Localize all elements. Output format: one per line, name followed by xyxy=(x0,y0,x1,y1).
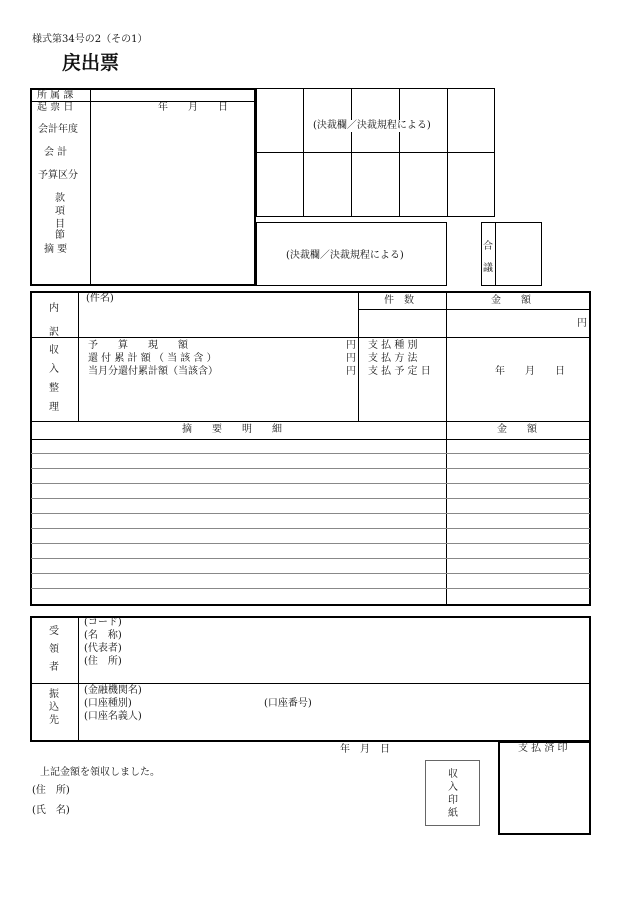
shiharai-zumiin-label: 支 払 済 印 xyxy=(518,743,568,754)
uchiwake-label: 内訳 xyxy=(49,303,59,338)
left-info-box xyxy=(30,88,256,286)
tougetsu-ruikei-label: 当月分還付累計額（当該含） xyxy=(88,366,218,377)
tekiyo-meisai-header: 摘 要 明 細 xyxy=(182,424,282,435)
shozoku-label: 所 属 課 xyxy=(37,90,74,101)
yosan-kubun-label: 予算区分 xyxy=(38,170,78,181)
shunyu-seiri-label: 収入整理 xyxy=(49,345,59,413)
shiharai-shubetsu-label: 支 払 種 別 xyxy=(368,340,418,351)
code-label: (コード) xyxy=(84,617,122,628)
yosan-gengaku-label: 予 算 現 額 xyxy=(88,340,188,351)
yen-2: 円 xyxy=(346,353,356,364)
moku-label: 目 xyxy=(55,219,65,230)
kingaku-header-2: 金 額 xyxy=(497,424,537,435)
kihyobi-label: 起 票 日 xyxy=(37,102,74,113)
reifu-ruikei-label: 還 付 累 計 額 （ 当 該 含 ） xyxy=(88,353,217,364)
kenmei-label: (件名) xyxy=(86,293,114,304)
shiharai-yoteibi-label: 支 払 予 定 日 xyxy=(368,366,431,377)
kan-label: 款 xyxy=(55,193,65,204)
jyuryosha-label: 受領者 xyxy=(49,626,59,673)
koza-meigi-label: (口座名義人) xyxy=(84,711,142,722)
kihyobi-date[interactable]: 年 月 日 xyxy=(158,102,228,113)
shiharai-houhou-label: 支 払 方 法 xyxy=(368,353,418,364)
kou-label: 項 xyxy=(55,206,65,217)
form-number: 様式第34号の2（その1） xyxy=(32,34,148,45)
page-title: 戻出票 xyxy=(62,52,120,74)
kessai-label-2: (決裁欄／決裁規程による) xyxy=(286,250,404,261)
shiharai-zumiin-box xyxy=(498,741,591,835)
yen-1: 円 xyxy=(346,340,356,351)
meisho-label: (名 称) xyxy=(84,630,122,641)
seiri-date[interactable]: 年 月 日 xyxy=(495,366,565,377)
jusho-label: (住 所) xyxy=(84,656,122,667)
kensu-header: 件 数 xyxy=(384,295,414,306)
aigi-label: 合議 xyxy=(483,241,493,274)
yen-3: 円 xyxy=(346,366,356,377)
furikomisaki-label: 振込先 xyxy=(49,689,59,726)
bottom-date[interactable]: 年 月 日 xyxy=(340,744,390,755)
shunyu-inshi-label: 収入印紙 xyxy=(448,769,458,819)
setsu-label: 節 xyxy=(55,230,65,241)
koza-shubetsu-label: (口座種別) xyxy=(84,698,132,709)
bottom-shimei-label: (氏 名) xyxy=(32,805,70,816)
tekiyo-label: 摘 要 xyxy=(44,244,68,255)
kaikei-label: 会 計 xyxy=(44,147,68,158)
kessai-label: (決裁欄／決裁規程による) xyxy=(313,120,431,131)
kingaku-yen: 円 xyxy=(577,318,587,329)
ryoshu-text: 上記金額を領収しました。 xyxy=(40,767,160,778)
kaikei-nendo-label: 会計年度 xyxy=(38,124,78,135)
bottom-jusho-label: (住 所) xyxy=(32,785,70,796)
kingaku-header: 金 額 xyxy=(491,295,531,306)
daihyosha-label: (代表者) xyxy=(84,643,122,654)
koza-bango-label: (口座番号) xyxy=(264,698,312,709)
kinyu-kikan-label: (金融機関名) xyxy=(84,685,142,696)
